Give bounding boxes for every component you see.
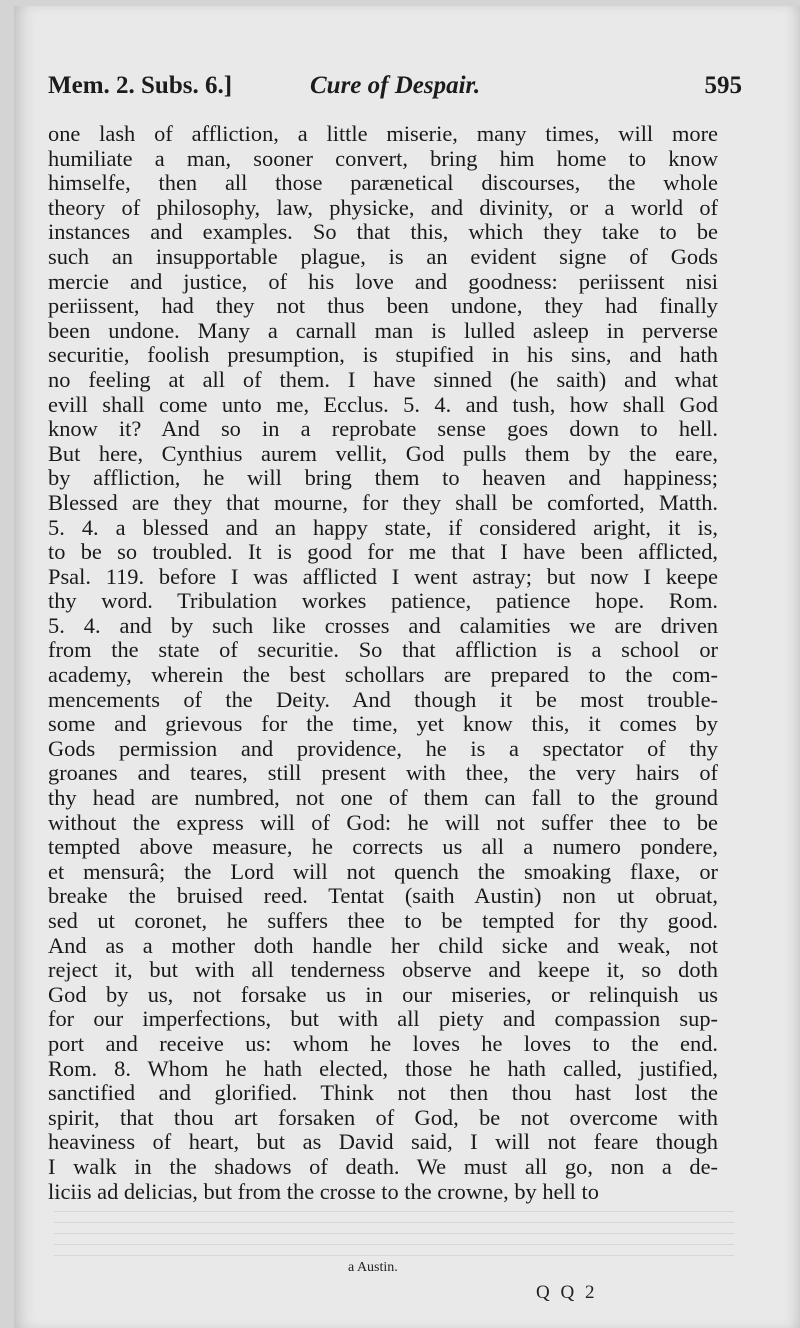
text-line: some and grievous for the time, yet know this, it comes by (48, 712, 718, 737)
page-number: 595 (704, 72, 742, 99)
body-text (48, 122, 718, 1204)
text-line: sanctified and glorified. Think not then thou hast lost the (48, 1081, 718, 1106)
text-line: port and receive us: whom he loves he loves to the end. (48, 1031, 718, 1056)
text-line: from the state of securitie. So that affliction is a school or (48, 638, 718, 663)
text-line: Gods permission and providence, he is a spectator of thy (48, 736, 718, 761)
text-line: Rom. 8. Whom he hath elected, those he hath called, justified, (48, 1056, 718, 1081)
book-page (14, 6, 800, 1328)
text-line: humiliate a man, sooner convert, bring him home to know (48, 146, 718, 171)
text-line: Psal. 119. before I was afflicted I went astray; but now I keepe (48, 564, 718, 589)
text-line: tempted above measure, he corrects us all a numero pondere, (48, 835, 718, 860)
signature-mark: Q Q 2 (536, 1282, 598, 1303)
text-line: God by us, not forsake us in our miseries, or relinquish us (48, 982, 718, 1007)
text-line: et mensurâ; the Lord will not quench the smoaking flaxe, or (48, 859, 718, 884)
text-line: heaviness of heart, but as David said, I will not feare though (48, 1130, 718, 1155)
text-line: without the express will of God: he will not suffer thee to be (48, 810, 718, 835)
text-line: 5. 4. and by such like crosses and calamities we are driven (48, 613, 718, 638)
text-line: academy, wherein the best schollars are prepared to the com- (48, 663, 718, 688)
text-line: spirit, that thou art forsaken of God, be not overcome with (48, 1105, 718, 1130)
text-line: evill shall come unto me, Ecclus. 5. 4. and tush, how shall God (48, 392, 718, 417)
text-line: groanes and teares, still present with thee, the very hairs of (48, 761, 718, 786)
text-line: mercie and justice, of his love and goodness: periissent nisi (48, 269, 718, 294)
text-line: sed ut coronet, he suffers thee to be tempted for thy good. (48, 909, 718, 933)
header-section-reference: Mem. 2. Subs. 6.] (48, 72, 233, 99)
text-line: been undone. Many a carnall man is lulled asleep in perverse (48, 318, 718, 343)
text-line: instances and examples. So that this, which they take to be (48, 220, 718, 245)
text-line: 5. 4. a blessed and an happy state, if considered aright, it is, (48, 515, 718, 540)
text-line: And as a mother doth handle her child sicke and weak, not (48, 933, 718, 958)
text-line: securitie, foolish presumption, is stupified in his sins, and hath (48, 343, 718, 368)
text-line: by affliction, he will bring them to heaven and happiness; (48, 466, 718, 491)
text-line: one lash of affliction, a little miserie, many times, will more (48, 122, 718, 146)
footnote: a Austin. (348, 1260, 398, 1275)
text-line: reject it, but with all tenderness observe and keepe it, so doth (48, 958, 718, 983)
text-line: know it? And so in a reprobate sense goes down to hell. (48, 417, 718, 442)
text-line: I walk in the shadows of death. We must all go, non a de- (48, 1154, 718, 1179)
header-title: Cure of Despair. (310, 72, 481, 99)
text-line: mencements of the Deity. And though it be most trouble- (48, 687, 718, 712)
text-line: periissent, had they not thus been undone, they had finally (48, 294, 718, 319)
show-through-text (54, 1211, 734, 1261)
text-line: to be so troubled. It is good for me that I have been afflicted, (48, 540, 718, 565)
running-header (48, 72, 742, 112)
text-line: no feeling at all of them. I have sinned (he saith) and what (48, 367, 718, 392)
text-line: for our imperfections, but with all piety and compassion sup- (48, 1007, 718, 1032)
text-line: Blessed are they that mourne, for they shall be comforted, Matth. (48, 490, 718, 515)
text-line: thy head are numbred, not one of them can fall to the ground (48, 786, 718, 811)
text-line: But here, Cynthius aurem vellit, God pulls them by the eare, (48, 441, 718, 466)
text-line: liciis ad delicias, but from the crosse to the crowne, by hell to (48, 1179, 599, 1204)
text-line: theory of philosophy, law, physicke, and divinity, or a world of (48, 195, 718, 220)
text-line: thy word. Tribulation workes patience, patience hope. Rom. (48, 589, 718, 614)
text-line: breake the bruised reed. Tentat (saith Austin) non ut obruat, (48, 884, 718, 909)
text-line: such an insupportable plague, is an evident signe of Gods (48, 244, 718, 269)
text-line: himselfe, then all those parænetical discourses, the whole (48, 171, 718, 196)
